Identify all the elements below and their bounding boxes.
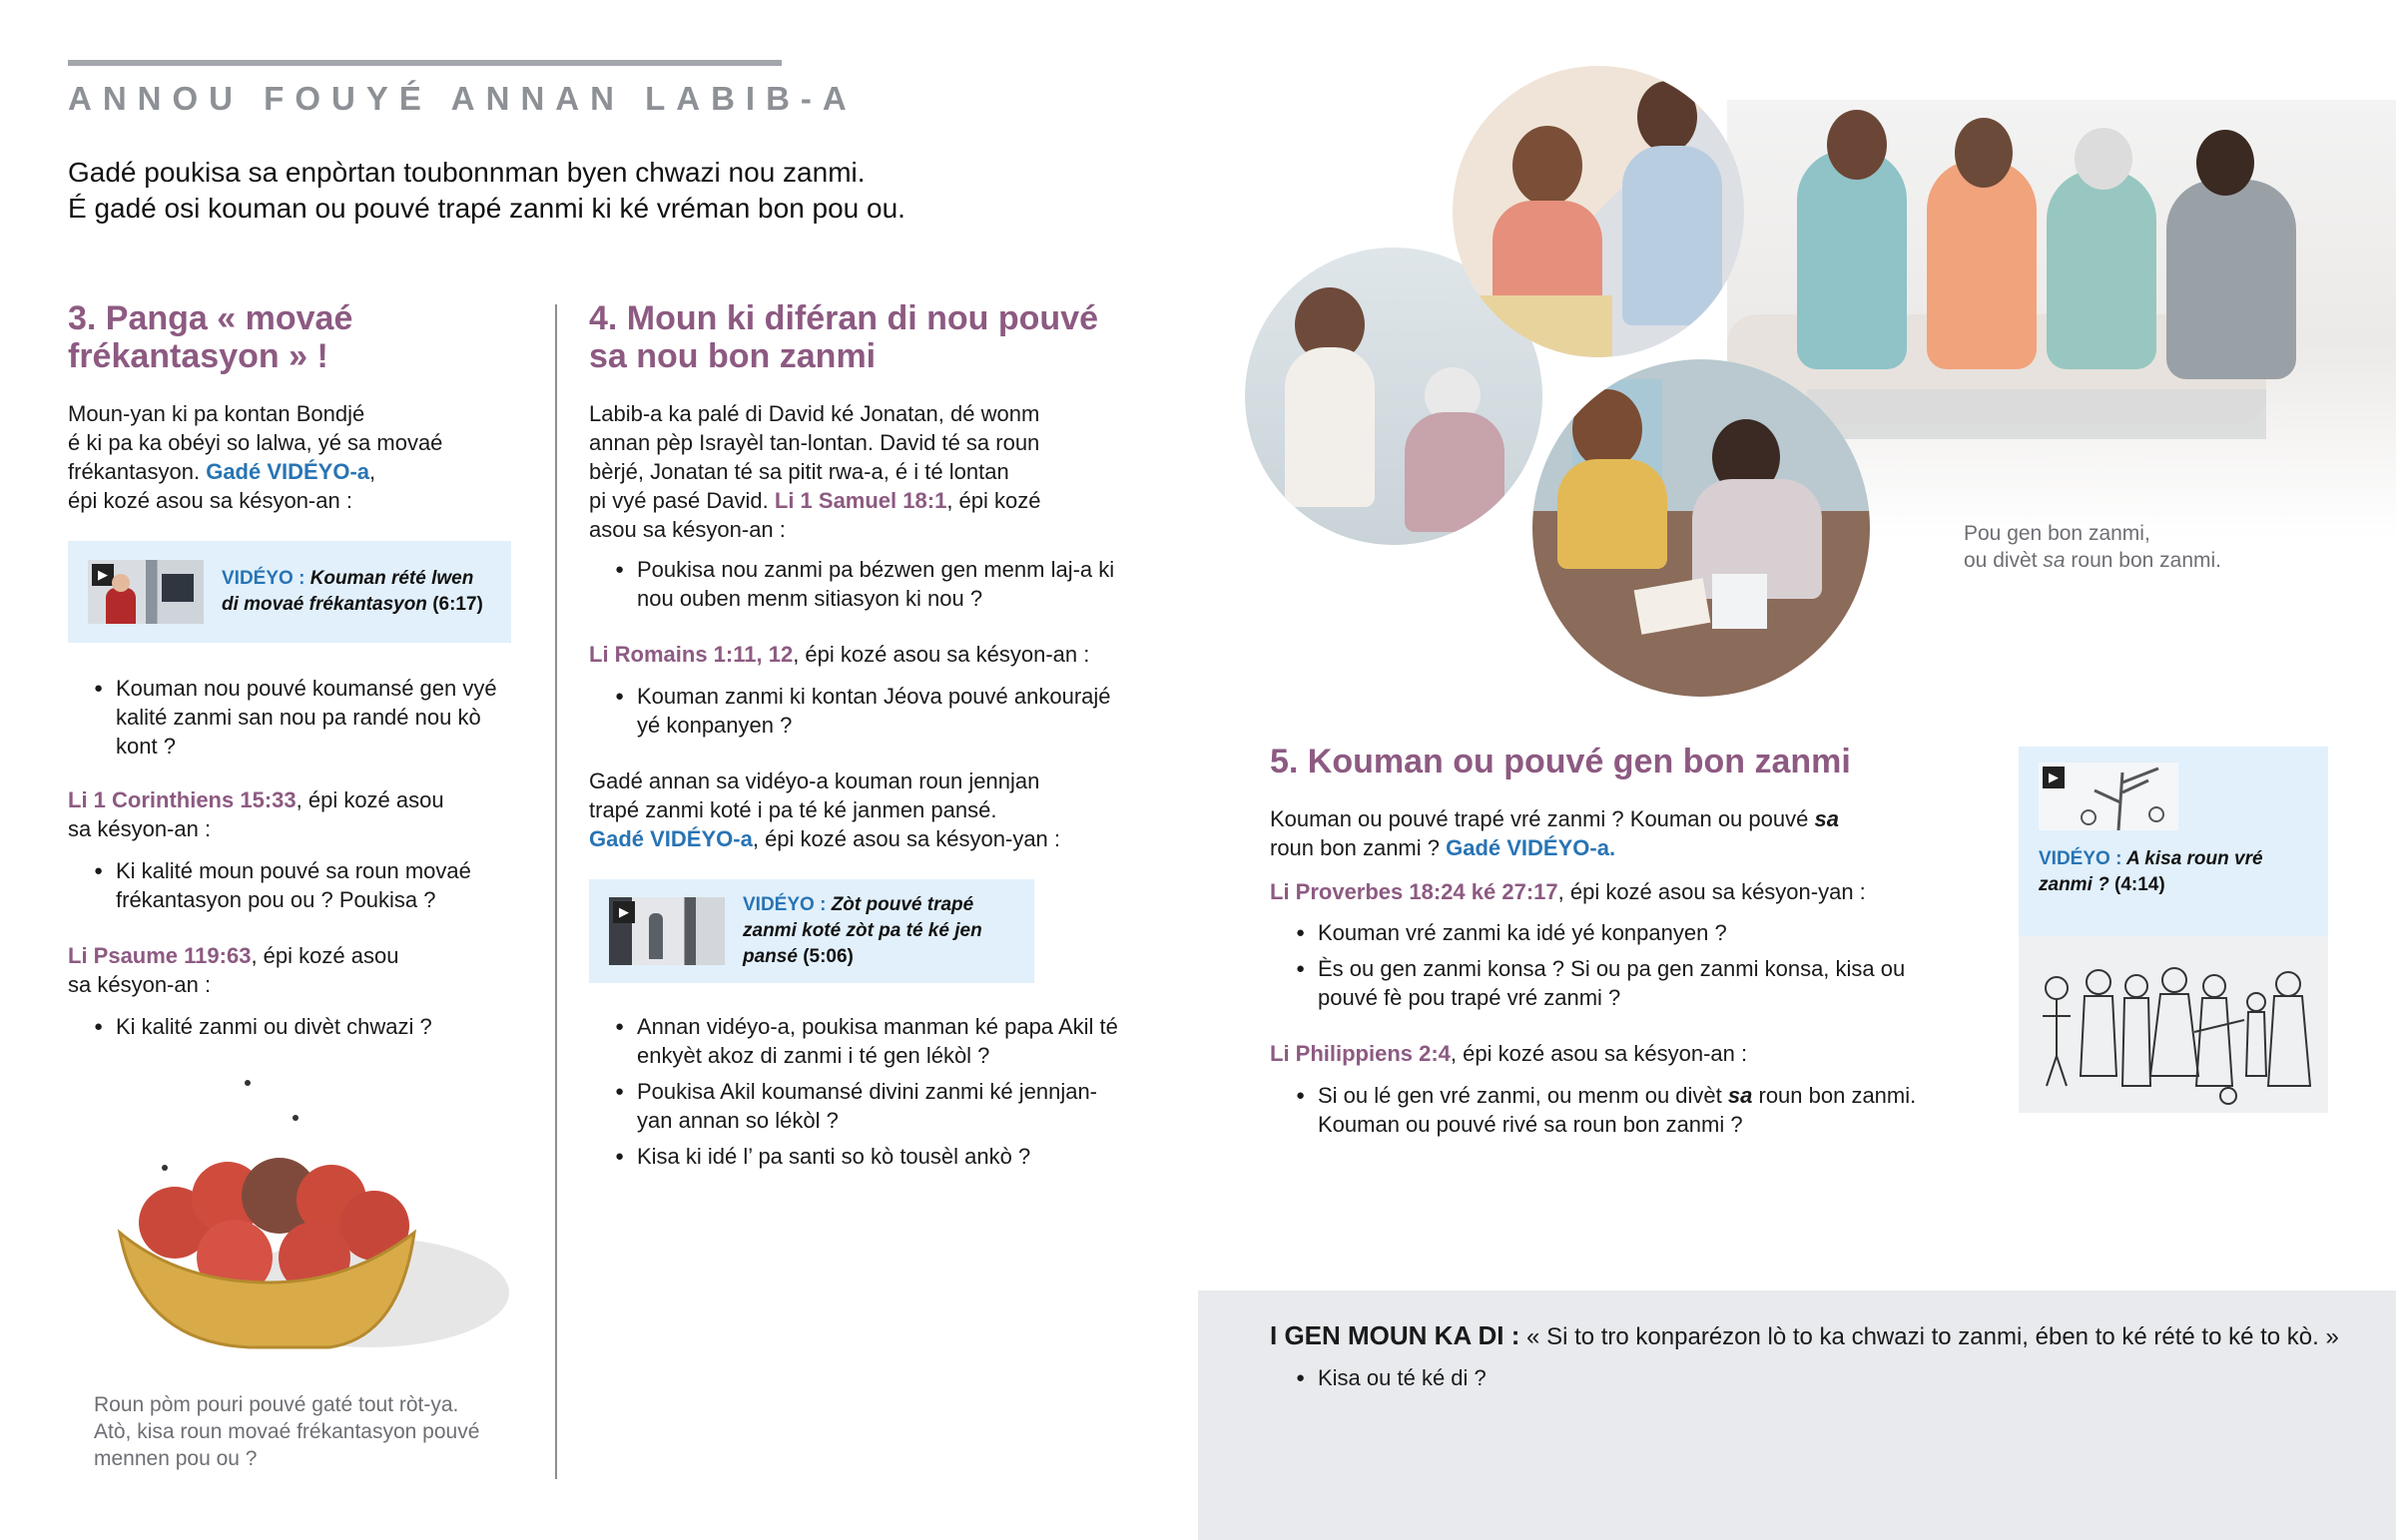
- question-item: ● Ki kalité zanmi ou divèt chwazi ?: [68, 1012, 527, 1041]
- video-thumbnail[interactable]: [2039, 763, 2178, 830]
- play-icon[interactable]: ▶: [92, 564, 114, 586]
- section4-body2: Gadé annan sa vidéyo-a kouman roun jennjan trapé zanmi koté i pa té ké janmen pansé. Gadé VIDÉYO-a, épi kozé asou sa késyon-yan :: [589, 769, 1061, 851]
- woman-orange-shirt: [1927, 160, 2037, 369]
- rotten-apple-bowl-illustration: [100, 1068, 519, 1367]
- header-rule: [68, 60, 782, 66]
- computer-monitor-icon: [162, 574, 194, 602]
- older-woman: [2047, 170, 2156, 369]
- video-card-bad-association[interactable]: [68, 541, 511, 643]
- saying-quote: I GEN MOUN KA DI : « Si to tro konparézon lò to ka chwazi to zanmi, ében to ké rété to ké to kò. »: [1270, 1320, 2339, 1350]
- video-thumbnail[interactable]: [88, 560, 204, 624]
- scripture-link[interactable]: Li Philippiens 2:4: [1270, 1041, 1451, 1066]
- video-card-unexpected-friends[interactable]: [589, 879, 1034, 983]
- section3-questions-b: [68, 856, 527, 921]
- coffee-table: [1807, 389, 2266, 439]
- video-caption: VIDÉYO : Zòt pouvé trapé zanmi koté zòt pa té ké jen pansé (5:06): [743, 894, 982, 967]
- phone-call-circle: [1453, 66, 1744, 357]
- section5-questions-a: [1270, 918, 1909, 1019]
- illustration-caption: Pou gen bon zanmi, ou divèt sa roun bon zanmi.: [1964, 522, 2222, 572]
- scripture-link[interactable]: Li 1 Corinthiens 15:33: [68, 787, 297, 812]
- video-card-true-friend[interactable]: [2019, 747, 2328, 936]
- scripture-link[interactable]: Li Romains 1:11, 12: [589, 642, 794, 667]
- saying-questions: [1270, 1363, 1969, 1399]
- question-item: ● Kouman nou pouvé koumansé gen vyé kalité zanmi san nou pa randé nou kò kont ?: [68, 674, 527, 761]
- section-kicker: ANNOU FOUYÉ ANNAN LABIB-A: [68, 80, 858, 117]
- section5-body: Kouman ou pouvé trapé vré zanmi ? Kouman ou pouvé sa roun bon zanmi ? Gadé VIDÉYO-a.: [1270, 806, 1839, 860]
- section4-questions-a: [589, 555, 1128, 620]
- section4-questions-b: [589, 682, 1128, 747]
- question-item: ● Ki kalité moun pouvé sa roun movaé frékantasyon pou ou ? Poukisa ?: [68, 856, 527, 914]
- question-item: ● Ès ou gen zanmi konsa ? Si ou pa gen zanmi konsa, kisa ou pouvé fè pou trapé vré zanmi ?: [1270, 954, 1909, 1012]
- play-icon[interactable]: ▶: [2043, 767, 2065, 788]
- video-caption: VIDÉYO : A kisa roun vré zanmi ? (4:14): [2039, 848, 2263, 895]
- person-figure-icon: [649, 913, 663, 959]
- question-item: ● Kisa ou té ké di ?: [1270, 1363, 1969, 1392]
- scripture-link[interactable]: Li Psaume 119:63: [68, 943, 252, 968]
- scripture-link[interactable]: Li 1 Samuel 18:1: [774, 488, 947, 513]
- column-divider: [555, 304, 557, 1479]
- video-caption: VIDÉYO : Kouman rété lwen di movaé frékantasyon (6:17): [222, 568, 483, 615]
- watch-video-link[interactable]: Gadé VIDÉYO-a.: [1446, 835, 1616, 860]
- section3-questions-a: [68, 674, 527, 768]
- section5-title: 5. Kouman ou pouvé gen bon zanmi: [1270, 743, 1851, 780]
- scripture-ref-proverbs: Li Proverbes 18:24 ké 27:17, épi kozé asou sa késyon-yan :: [1270, 879, 1866, 904]
- tree-sketch-icon: [2069, 763, 2178, 830]
- section5-questions-b: [1270, 1081, 1989, 1146]
- watch-video-link[interactable]: Gadé VIDÉYO-a: [589, 826, 753, 851]
- section3-body: Moun-yan ki pa kontan Bondjé é ki pa ka obéyi so lalwa, yé sa movaé frékantasyon. Gadé VIDÉYO-a, épi kozé asou sa késyon-an :: [68, 401, 443, 513]
- scripture-ref-romans: Li Romains 1:11, 12, épi kozé asou sa késyon-an :: [589, 642, 1090, 667]
- question-item: ● Kouman vré zanmi ka idé yé konpanyen ?: [1270, 918, 1909, 947]
- question-item: ● Poukisa Akil koumansé divini zanmi ké jennjan-yan annan so lékòl ?: [589, 1077, 1128, 1135]
- woman-teal-shirt: [1797, 150, 1907, 369]
- question-item: ● Annan vidéyo-a, poukisa manman ké papa Akil té enkyèt akoz di zanmi i té gen lékòl ?: [589, 1012, 1128, 1070]
- scripture-ref-philippians: Li Philippiens 2:4, épi kozé asou sa késyon-an :: [1270, 1041, 1748, 1066]
- line-drawing-people: [2019, 936, 2328, 1113]
- intro-text: Gadé poukisa sa enpòrtan toubonnman byen chwazi nou zanmi. É gadé osi kouman ou pouvé trapé zanmi ki ké vréman bon pou ou.: [68, 157, 905, 224]
- question-item: ● Kisa ki idé l’ pa santi so kò tousèl ankò ?: [589, 1142, 1128, 1171]
- play-icon[interactable]: ▶: [613, 901, 635, 923]
- saying-label: I GEN MOUN KA DI :: [1270, 1320, 1520, 1350]
- section3-questions-c: [68, 1012, 527, 1048]
- tissue-box: [1712, 574, 1767, 629]
- scripture-ref-psalm: Li Psaume 119:63, épi kozé asou sa késyon-an :: [68, 943, 399, 997]
- watch-video-link[interactable]: Gadé VIDÉYO-a: [206, 459, 370, 484]
- section3-title: 3. Panga « movaé frékantasyon » !: [68, 299, 353, 375]
- section4-questions-c: [589, 1012, 1128, 1178]
- apple-caption: Roun pòm pouri pouvé gaté tout ròt-ya. Atò, kisa roun movaé frékantasyon pouvé mennen pou ou ?: [94, 1393, 480, 1470]
- friends-illustration: [1238, 60, 2396, 699]
- video-thumbnail[interactable]: [609, 897, 725, 965]
- question-item: ● Kouman zanmi ki kontan Jéova pouvé ankourajé yé konpanyen ?: [589, 682, 1128, 740]
- consoling-friend-circle: [1532, 359, 1870, 697]
- section4-body: Labib-a ka palé di David ké Jonatan, dé wonm annan pèp Israyèl tan-lontan. David té sa roun bèrjé, Jonatan té sa pitit rwa-a, é i té lontan pi vyé pasé David. Li 1 Samuel 18:1, épi kozé asou sa késyon-an :: [589, 401, 1041, 542]
- woman-gray-jacket: [2166, 180, 2296, 379]
- question-item: ● Poukisa nou zanmi pa bézwen gen menm laj-a ki nou ouben menm sitiasyon ki nou ?: [589, 555, 1128, 613]
- section4-title: 4. Moun ki diféran di nou pouvé sa nou bon zanmi: [589, 299, 1099, 375]
- person-figure-icon: [106, 588, 136, 624]
- question-item: ● Si ou lé gen vré zanmi, ou menm ou divèt sa roun bon zanmi. Kouman ou pouvé rivé sa roun bon zanmi ?: [1270, 1081, 1989, 1139]
- scripture-link[interactable]: Li Proverbes 18:24 ké 27:17: [1270, 879, 1558, 904]
- photo-frame: [1634, 578, 1711, 634]
- friends-sketch-illustration: [2019, 936, 2328, 1113]
- scripture-ref-1cor: Li 1 Corinthiens 15:33, épi kozé asou sa késyon-an :: [68, 787, 444, 841]
